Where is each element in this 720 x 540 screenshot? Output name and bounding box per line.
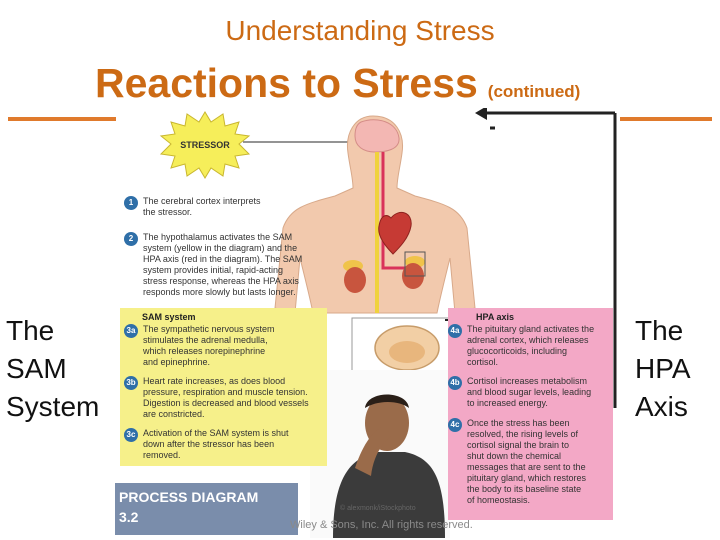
step-2-line: system provides initial, rapid-acting	[143, 265, 284, 275]
sam-system-box	[120, 308, 327, 466]
step-4b-line: and blood sugar levels, leading	[467, 387, 592, 397]
step-3c-line: Activation of the SAM system is shut	[143, 428, 289, 438]
step-4b	[448, 376, 612, 409]
step-4b-line: to increased energy.	[467, 398, 548, 408]
hpa-axis-box	[448, 308, 613, 520]
step-4c-line: resolved, the rising levels of	[467, 429, 579, 439]
title-rule-left	[8, 117, 116, 121]
step-4c-line: Once the stress has been	[467, 418, 570, 428]
step-4b-badge: 4b	[448, 376, 462, 390]
step-3c-line: down after the stressor has been	[143, 439, 275, 449]
step-1	[124, 196, 314, 218]
step-3a	[124, 324, 324, 368]
step-4b-line: Cortisol increases metabolism	[467, 376, 588, 386]
feedback-arrowhead	[475, 108, 487, 120]
step-4c-badge: 4c	[448, 418, 462, 432]
step-2	[124, 232, 324, 298]
step-2-line: HPA axis (red in the diagram). The SAM	[143, 254, 303, 264]
title-rule-right	[620, 117, 712, 121]
step-4c-line: shut down the chemical	[467, 451, 562, 461]
step-2-line: The hypothalamus activates the SAM	[143, 232, 293, 242]
step-4a-line: adrenal cortex, which releases	[467, 335, 589, 345]
step-3a-line: stimulates the adrenal medulla,	[143, 335, 268, 345]
step-2-line: system (yellow in the diagram) and the	[143, 243, 298, 253]
step-3b-badge: 3b	[124, 376, 138, 390]
step-3b-line: are constricted.	[143, 409, 205, 419]
stressor-label: STRESSOR	[180, 140, 230, 150]
step-4a-badge: 4a	[448, 324, 462, 338]
step-3a-line: The sympathetic nervous system	[143, 324, 275, 334]
sam-system-label	[6, 312, 99, 426]
hpa-label-line: HPA	[635, 353, 691, 384]
process-diagram-label: PROCESS DIAGRAM	[119, 489, 259, 505]
photo-credit: © alexmonk/iStockphoto	[340, 505, 416, 512]
sam-label-line: SAM	[6, 353, 67, 384]
step-4c	[448, 418, 612, 506]
step-4c-line: messages that are sent to the	[467, 462, 586, 472]
step-4a-line: glucocorticoids, including	[467, 346, 568, 356]
hpa-label-line: The	[635, 315, 684, 346]
step-4a	[448, 324, 612, 368]
title-row	[95, 60, 580, 107]
sam-label-line: The	[6, 315, 55, 346]
step-1-badge: 1	[124, 196, 138, 210]
step-3b-line: pressure, respiration and muscle tension.	[143, 387, 308, 397]
hpa-axis-label	[635, 312, 691, 426]
step-2-line: stress response, whereas the HPA axis	[143, 276, 299, 286]
step-3a-line: which releases norepinephrine	[143, 346, 266, 356]
step-1-line: the stressor.	[143, 207, 193, 217]
slide-title-suffix: (continued)	[487, 82, 581, 101]
hpa-box-title: HPA axis	[476, 312, 515, 322]
process-diagram-tag	[115, 483, 298, 535]
step-3a-badge: 3a	[124, 324, 138, 338]
step-3c-line: removed.	[143, 450, 181, 460]
step-3c	[124, 428, 324, 461]
copyright-notice: Wiley & Sons, Inc. All rights reserved.	[290, 519, 473, 531]
step-2-badge: 2	[124, 232, 138, 246]
step-2-line: responds more slowly but lasts longer.	[143, 287, 296, 297]
hpa-label-line: Axis	[635, 391, 688, 422]
step-4c-line: the body to its baseline state	[467, 484, 582, 494]
step-4c-line: pituitary gland, which restores	[467, 473, 587, 483]
slide-title: Reactions to Stress	[95, 60, 478, 106]
process-diagram-number: 3.2	[119, 509, 139, 525]
step-4c-line: cortisol signal the brain to	[467, 440, 570, 450]
step-4a-line: The pituitary gland activates the	[467, 324, 595, 334]
sam-label-line: System	[6, 391, 100, 422]
step-4a-line: cortisol.	[467, 357, 499, 367]
step-3b-line: Heart rate increases, as does blood	[143, 376, 286, 386]
step-3b-line: Digestion is decreased and blood vessels	[143, 398, 309, 408]
step-4c-line: of homeostasis.	[467, 495, 531, 505]
step-3b	[124, 376, 324, 420]
kidney-left	[344, 267, 366, 293]
step-3a-line: and epinephrine.	[143, 357, 211, 367]
slide-subtitle: Understanding Stress	[225, 15, 495, 46]
step-3c-badge: 3c	[124, 428, 138, 442]
sam-box-title: SAM system	[142, 312, 196, 322]
step-1-line: The cerebral cortex interprets	[143, 196, 261, 206]
